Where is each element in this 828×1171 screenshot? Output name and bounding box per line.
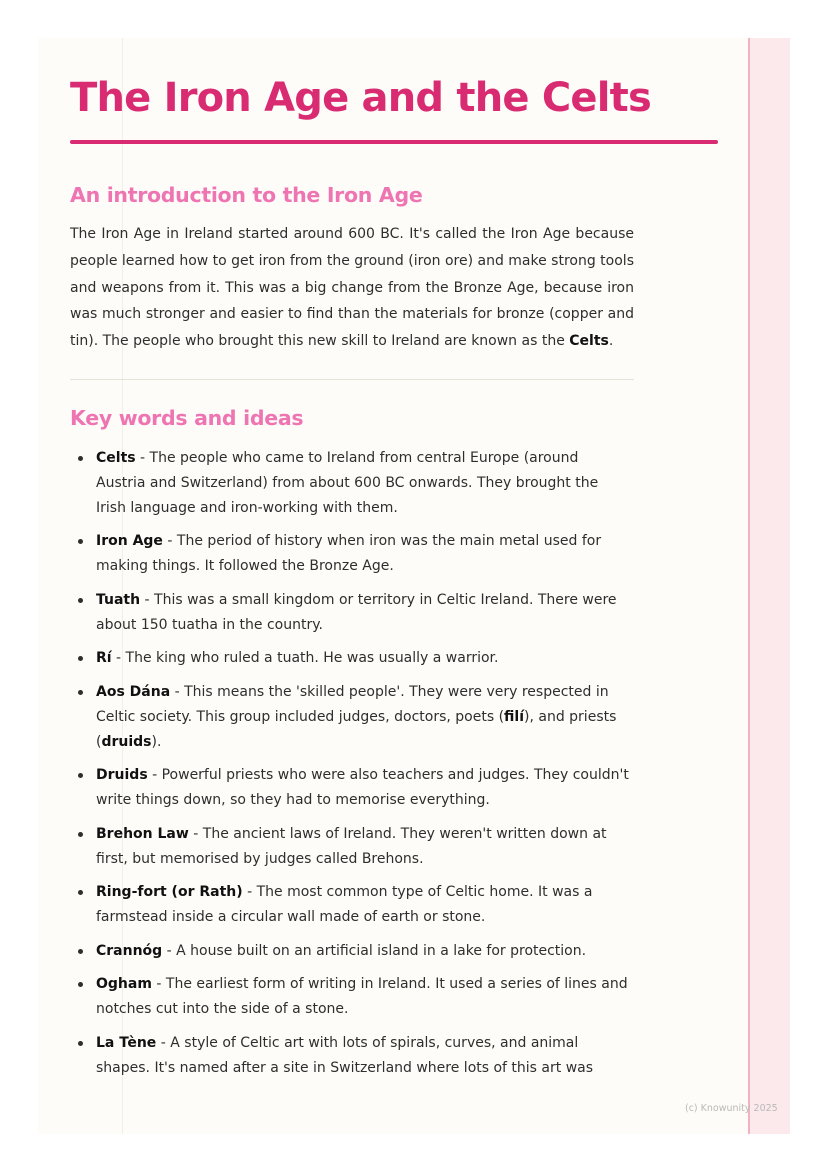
term-label: Iron Age (96, 533, 163, 550)
section-heading-key-words: Key words and ideas (70, 405, 304, 430)
list-item (70, 680, 630, 755)
list-item (70, 446, 630, 521)
term-definition: - The period of history when iron was the main metal used for making things. It followed the Bronze Age. (96, 533, 602, 575)
term-inline-bold: druids (101, 733, 152, 750)
term-definition: - The ancient laws of Ireland. They weren't written down at first, but memorised by judges called Brehons. (96, 825, 607, 867)
term-label: Ogham (96, 976, 152, 993)
intro-bold-term: Celts (569, 333, 609, 350)
term-label: Crannóg (96, 942, 163, 959)
page-title: The Iron Age and the Celts (70, 75, 651, 121)
term-definition: - Powerful priests who were also teachers and judges. They couldn't write things down, so they had to memorise everything. (96, 767, 629, 809)
term-definition: - This was a small kingdom or territory in Celtic Ireland. There were about 150 tuatha in the country. (96, 591, 617, 633)
list-item (70, 646, 630, 671)
term-definition: ). (151, 733, 162, 750)
document-page (38, 38, 790, 1134)
list-item (70, 1031, 630, 1081)
term-definition: - A house built on an artificial island in a lake for protection. (162, 942, 587, 959)
list-item (70, 972, 630, 1022)
term-label: La Tène (96, 1034, 157, 1051)
page-content (70, 70, 720, 1089)
list-item (70, 529, 630, 579)
term-inline-bold: filí (504, 708, 525, 725)
term-definition: - The earliest form of writing in Ireland. It used a series of lines and notches cut into the side of a stone. (96, 976, 628, 1018)
term-label: Brehon Law (96, 825, 189, 842)
term-definition: - A style of Celtic art with lots of spirals, curves, and animal shapes. It's named after a site in Switzerland where lots of this art was (96, 1034, 594, 1076)
section-heading-intro: An introduction to the Iron Age (70, 183, 423, 207)
right-margin-line (748, 38, 750, 1134)
term-label: Druids (96, 767, 148, 784)
list-item (70, 763, 630, 813)
list-item (70, 588, 630, 638)
list-item (70, 939, 630, 964)
term-label: Celts (96, 449, 136, 466)
list-item (70, 880, 630, 930)
term-definition: ), and priests ( (96, 708, 617, 750)
title-underline (70, 140, 718, 144)
intro-text: The Iron Age in Ireland started around 600 BC. It's called the Iron Age because people learned how to get iron from the ground (iron ore) and make strong tools and weapons from it. This was a big change from the Bronze Age, because iron was much stronger and easier to find than the materials for bronze (copper and tin). The people who brought this new skill to Ireland are known as the (70, 226, 634, 350)
term-label: Tuath (96, 591, 141, 608)
intro-text-end: . (608, 333, 614, 350)
term-definition: - The king who ruled a tuath. He was usually a warrior. (111, 650, 499, 667)
key-words-list (70, 446, 630, 1081)
term-label: Aos Dána (96, 683, 171, 700)
section-divider (70, 379, 634, 380)
term-definition: - The most common type of Celtic home. It was a farmstead inside a circular wall made of earth or stone. (96, 884, 593, 926)
term-label: Ring-fort (or Rath) (96, 884, 243, 901)
term-label: Rí (96, 650, 112, 667)
copyright-watermark: (c) Knowunity 2025 (685, 1103, 778, 1114)
list-item (70, 822, 630, 872)
term-definition: - This means the 'skilled people'. They were very respected in Celtic society. This group included judges, doctors, poets ( (96, 683, 609, 725)
term-definition: - The people who came to Ireland from central Europe (around Austria and Switzerland) from about 600 BC onwards. They brought the Irish language and iron-working with them. (96, 449, 599, 516)
intro-paragraph (70, 221, 634, 355)
right-margin-band (750, 38, 790, 1134)
